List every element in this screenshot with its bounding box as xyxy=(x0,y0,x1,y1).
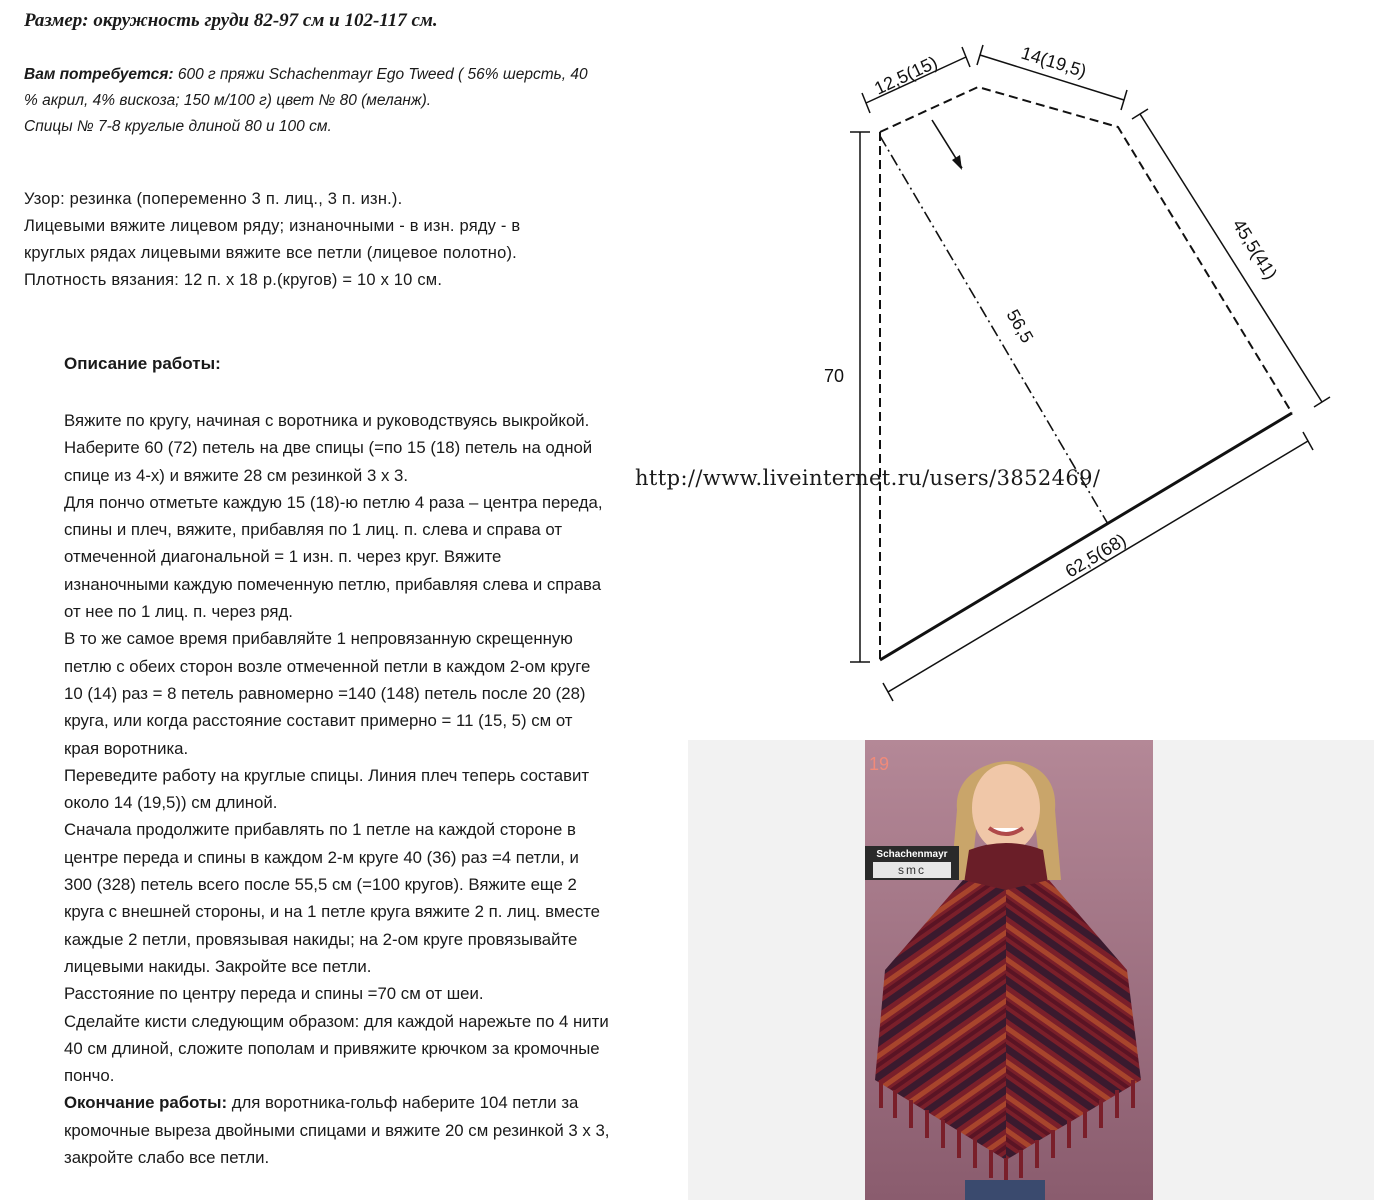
description-line: Сначала продолжите прибавлять по 1 петле на каждой стороне в xyxy=(64,820,576,840)
description-line: Переведите работу на круглые спицы. Линия плеч теперь составит xyxy=(64,765,590,785)
poncho-photo-illustration xyxy=(865,740,1153,1200)
description-line: каждые 2 петли, провязывая накиды; на 2-ом круге провязывайте xyxy=(64,929,578,949)
description-line: края воротника. xyxy=(64,738,189,758)
pattern-line: Плотность вязания: 12 п. х 18 р.(кругов) = 10 х 10 см. xyxy=(24,271,443,289)
page-number: 19 xyxy=(869,754,890,774)
description-line: петлю с обеих сторон возле отмеченной петли в каждом 2-ом круге xyxy=(64,656,591,676)
schematic-bottom-edge xyxy=(880,413,1292,660)
brand-logo: smc xyxy=(873,862,951,878)
description-line: В то же самое время прибавляйте 1 непровязанную скрещенную xyxy=(64,629,573,649)
dimension-lines xyxy=(850,42,1330,701)
arrow-head-icon xyxy=(952,155,962,170)
description-line: Наберите 60 (72) петель на две спицы (=по 15 (18) петель на одной xyxy=(64,438,593,458)
materials-line-2: % акрил, 4% вискоза; 150 м/100 г) цвет № 80 (меланж). xyxy=(24,92,432,109)
dim-center-label: 56,5 xyxy=(1002,306,1038,347)
brand-name: Schachenmayr xyxy=(876,849,948,860)
pattern-line: Узор: резинка (попеременно 3 п. лиц., 3 п. изн.). xyxy=(24,190,403,208)
description-line: пончо. xyxy=(64,1066,115,1086)
description-line: от нее по 1 лиц. п. через ряд. xyxy=(64,602,293,622)
description-line: круга с внешней стороны, и на 1 петле круга вяжите 2 п. лиц. вместе xyxy=(64,902,600,922)
description-line: 40 см длиной, сложите пополам и привяжите крючком за кромочные xyxy=(64,1038,600,1058)
ending-line xyxy=(64,1089,674,1116)
model-photo xyxy=(865,740,1153,1200)
description-line: отмеченной диагональной = 1 изн. п. через круг. Вяжите xyxy=(64,547,502,567)
description-line: Расстояние по центру переда и спины =70 см от шеи. xyxy=(64,984,484,1004)
materials-line-3: Спицы № 7-8 круглые длиной 80 и 100 см. xyxy=(24,118,332,135)
description-line: Вяжите по кругу, начиная с воротника и руководствуясь выкройкой. xyxy=(64,411,590,430)
dim-top-left-label: 12,5(15) xyxy=(871,52,941,99)
description-line: изнаночными каждую помеченную петлю, прибавляя слева и справа xyxy=(64,574,602,594)
description-line: лицевыми накиды. Закройте все петли. xyxy=(64,956,372,976)
materials-label: Вам потребуется: xyxy=(24,66,174,83)
dim-bottom-label: 62,5(68) xyxy=(1061,529,1130,582)
ending-text: для воротника-гольф наберите 104 петли за xyxy=(227,1093,579,1113)
size-heading: Размер: окружность груди 82-97 см и 102-117 см. xyxy=(24,10,438,31)
ending-line: закройте слабо все петли. xyxy=(64,1148,270,1168)
description-line: спице из 4-х) и вяжите 28 см резинкой 3 х 3. xyxy=(64,465,408,485)
description-line: круга, или когда расстояние составит примерно = 11 (15, 5) см от xyxy=(64,711,573,731)
description-line: 10 (14) раз = 8 петель равномерно =140 (148) петель после 20 (28) xyxy=(64,683,586,703)
description-line: около 14 (19,5)) см длиной. xyxy=(64,793,278,813)
materials-text-1: 600 г пряжи Schachenmayr Ego Tweed ( 56% шерсть, 40 xyxy=(173,66,588,83)
pattern-line: Лицевыми вяжите лицевом ряду; изнаночными - в изн. ряду - в xyxy=(24,217,521,235)
description-line: Для пончо отметьте каждую 15 (18)-ю петлю 4 раза – центра переда, xyxy=(64,492,603,512)
description-line: 300 (328) петель всего после 55,5 см (=100 кругов). Вяжите еще 2 xyxy=(64,875,577,895)
ending-label: Окончание работы: xyxy=(64,1093,228,1113)
source-url[interactable]: http://www.liveinternet.ru/users/3852469/ xyxy=(635,466,1101,490)
description-heading: Описание работы: xyxy=(64,354,221,373)
dim-top-right-label: 14(19,5) xyxy=(1018,42,1089,82)
dim-right-label: 45,5(41) xyxy=(1228,215,1282,283)
brand-label xyxy=(865,846,959,880)
dim-left-label: 70 xyxy=(824,366,845,386)
description-line: Сделайте кисти следующим образом: для каждой нарежьте по 4 нити xyxy=(64,1011,609,1031)
ending-line: кромочные выреза двойными спицами и вяжите 20 см резинкой 3 х 3, xyxy=(64,1120,610,1140)
description-line: спины и плеч, вяжите, прибавляя по 1 лиц. п. слева и справа от xyxy=(64,520,563,540)
pattern-line: круглых рядах лицевыми вяжите все петли (лицевое полотно). xyxy=(24,244,517,262)
description-line: центре переда и спины в каждом 2-м круге 40 (36) раз =4 петли, и xyxy=(64,847,579,867)
